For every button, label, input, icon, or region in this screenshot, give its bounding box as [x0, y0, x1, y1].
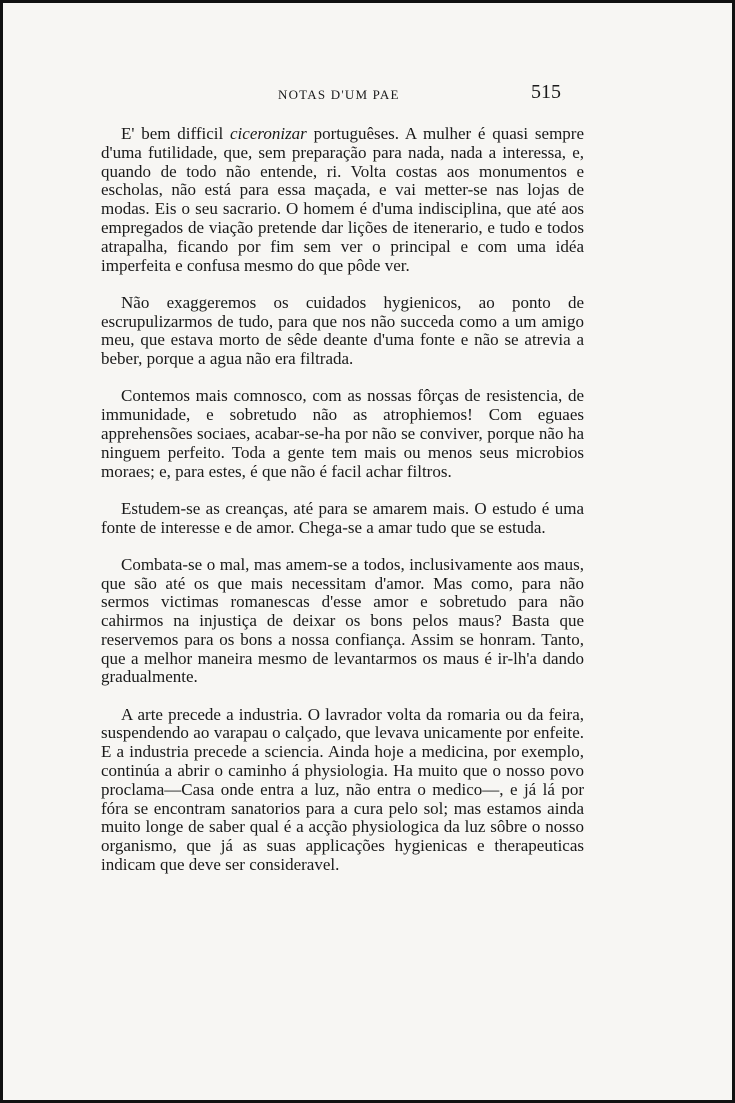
paragraph-text: portuguêses. A mulher é quasi sempre d'uma futilidade, que, sem preparação para nada, nada a interessa, e, quando de todo não entende, ri. Volta costas aos monumentos e escholas, não está para essa maçada, e vai metter-se nas lojas de modas. Eis o seu sacrario. O homem é d'uma indisciplina, que até aos empregados de viação pretende dar lições de itenerario, e tudo e todos atrapalha, ficando por fim sem ver o principal e com uma idéa imperfeita e confusa mesmo do que pôde ver.: [101, 124, 584, 275]
paragraph-children: Estudem-se as creanças, até para se amarem mais. O estudo é uma fonte de interesse e de amor. Chega-se a amar tudo que se estuda.: [101, 498, 584, 537]
running-title: NOTAS D'UM PAE: [278, 87, 400, 102]
paragraph-art-industry: A arte precede a industria. O lavrador volta da romaria ou da feira, suspendendo ao varapau o calçado, que levava unicamente por enfeite. E a industria precede a sciencia. Ainda hoje a medicina, por exemplo, continúa a abrir o caminho á physiologia. Ha muito que o nosso povo proclama—Casa onde entra a luz, não entra o medico—, e já lá por fóra se encontram sanatorios para a cura pelo sol; mas estamos ainda muito longe de saber qual é a acção physiologica da luz sôbre o nosso organismo, que já as suas applicações hygienicas e therapeuticas indicam que deve ser consideravel.: [101, 704, 584, 875]
running-head: [3, 79, 732, 109]
paragraph-ciceronizar: [101, 125, 584, 275]
paragraph-text: E' bem difficil: [121, 124, 230, 143]
paragraph-resistance: Contemos mais comnosco, com as nossas fôrças de resistencia, de immunidade, e sobretudo não as atrophiemos! Com eguaes apprehensões sociaes, acabar-se-ha por não se conviver, porque não ha ninguem perfeito. Toda a gente tem mais ou menos seus microbios moraes; e, para estes, é que não é facil achar filtros.: [101, 386, 584, 481]
emphasized-word: ciceronizar: [230, 124, 307, 143]
paragraph-evil: Combata-se o mal, mas amem-se a todos, inclusivamente aos maus, que são até os que mais necessitam d'amor. Mas como, para não sermos victimas romanescas d'esse amor e sobretudo para não cahirmos na injustiça de deixar os bons pelos maus? Basta que reservemos para os bons a nossa confiança. Assim se honram. Tanto, que a melhor maneira mesmo de levantarmos os maus é ir-lh'a dando gradualmente.: [101, 554, 584, 687]
page-number: 515: [531, 81, 561, 103]
paragraph-hygiene: Não exaggeremos os cuidados hygienicos, ao ponto de escrupulizarmos de tudo, para que nos não succeda como a um amigo meu, que estava morto de sêde deante d'uma fonte e não se atrevia a beber, porque a agua não era filtrada.: [101, 292, 584, 369]
body-text: [101, 125, 584, 875]
